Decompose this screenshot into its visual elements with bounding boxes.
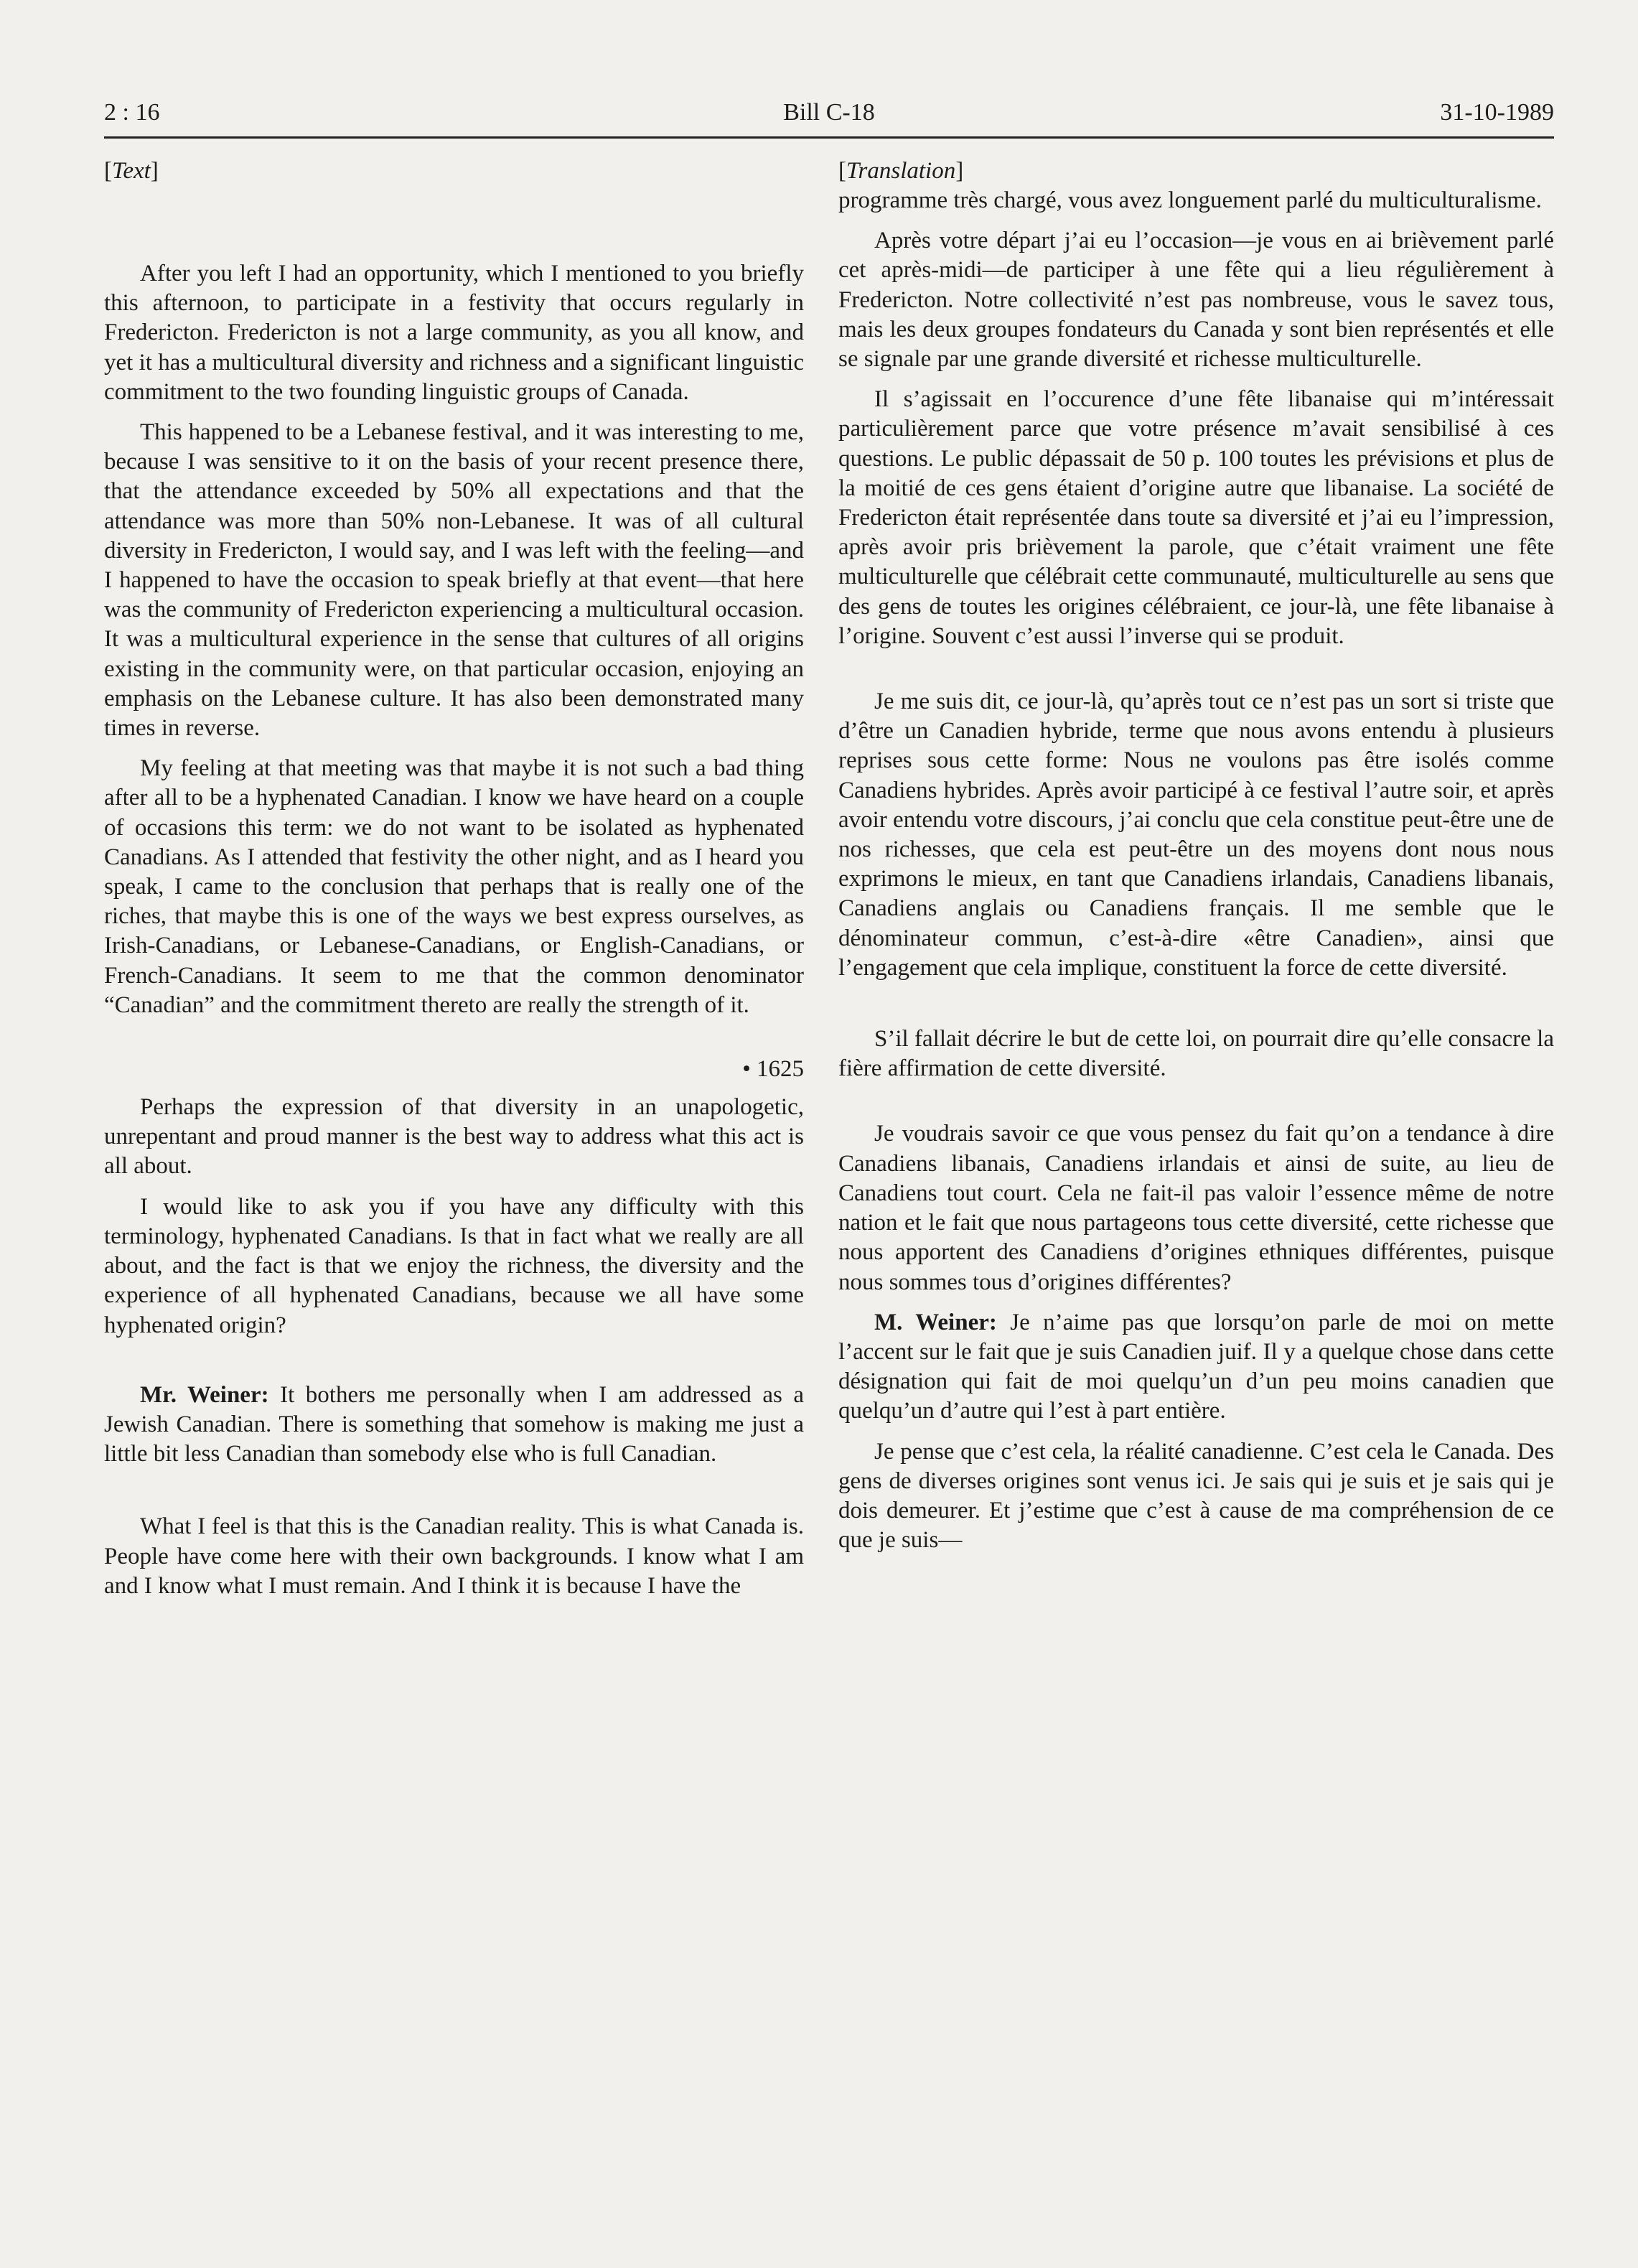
speaker-paragraph: M. Weiner: Je n’aime pas que lorsqu’on parle de moi on mette l’accent sur le fait que je suis Canadien juif. Il y a quelque chose dans cette désignation qui fait de moi quelqu’un d’un peu moins canadien que quelqu’un d’autre qui l’est à part entière.	[838, 1309, 1554, 1424]
paragraph: Je pense que c’est cela, la réalité canadienne. C’est cela le Canada. Des gens de diverses origines sont venus ici. Je sais qui je suis et je sais qui je dois demeurer. Et j’estime que c’est à cause de ma compréhension de ce que je suis—	[838, 1438, 1554, 1554]
translation-tag: [Translation]	[838, 158, 964, 184]
speaker-name: Mr. Weiner:	[140, 1381, 269, 1408]
text-tag: [Text]	[104, 158, 159, 184]
english-column	[104, 158, 804, 1601]
paragraph: What I feel is that this is the Canadian reality. This is what Canada is. People have come here with their own backgrounds. I know what I am and I know what I must remain. And I think it is because I have the	[104, 1513, 804, 1599]
page-header	[104, 99, 1554, 135]
paragraph: After you left I had an opportunity, which I mentioned to you briefly this afternoon, to participate in a festivity that occurs regularly in Fredericton. Fredericton is not a large community, as you all know, and yet it has a multicultural diversity and richness and a significant linguistic commitment to the two founding linguistic groups of Canada.	[104, 261, 804, 405]
paragraph: Je me suis dit, ce jour-là, qu’après tout ce n’est pas un sort si triste que d’être un Canadien hybride, terme que nous avons entendu à plusieurs reprises sous cette forme: Nous ne voulons pas être isolés comme Canadiens hybrides. Après avoir participé à ce festival l’autre soir, et après avoir entendu votre discours, j’ai conclu que cela constitue peut-être une de nos richesses, que cela est peut-être un des moyens dont nous nous exprimons le mieux, en tant que Canadiens irlandais, Canadiens libanais, Canadiens anglais ou Canadiens français. Il me semble que le dénominateur commun, c’est-à-dire «être Canadien», ainsi que l’engagement que cela implique, constituent la force de cette diversité.	[838, 689, 1554, 981]
paragraph: My feeling at that meeting was that maybe it is not such a bad thing after all to be a hyphenated Canadian. I know we have heard on a couple of occasions this term: we do not want to be isolated as hyphenated Canadians. As I attended that festivity the other night, and as I heard you speak, I came to the conclusion that perhaps that is really one of the riches, that maybe this is one of the ways we best express ourselves, as Irish-Canadians, or Lebanese-Canadians, or English-Canadians, or French-Canadians. It seem to me that the common denominator “Canadian” and the commitment thereto are really the strength of it.	[104, 755, 804, 1018]
paragraph: Perhaps the expression of that diversity in an unapologetic, unrepentant and proud manner is the best way to address what this act is all about.	[104, 1094, 804, 1180]
paragraph: programme très chargé, vous avez longuement parlé du multiculturalisme.	[838, 187, 1542, 213]
french-column	[838, 158, 1554, 1555]
paragraph: I would like to ask you if you have any difficulty with this terminology, hyphenated Canadians. Is that in fact what we really are all about, and the fact is that we enjoy the richness, the diversity and the experience of all hyphenated Canadians, because we all have some hyphenated origin?	[104, 1193, 804, 1338]
paragraph: Il s’agissait en l’occurence d’une fête libanaise qui m’intéressait particulièrement parce que votre présence m’avait sensibilisé à ces questions. Le public dépassait de 50 p. 100 toutes les prévisions et plus de la moitié de ces gens étaient d’origine autre que libanaise. La société de Fredericton était représentée dans toute sa diversité et j’ai eu l’impression, après avoir pris brièvement la parole, que c’était vraiment une fête multiculturelle que célébrait cette communauté, multiculturelle au sens que des gens de toutes les origines célébraient, ce jour-là, une fête libanaise à l’origine. Souvent c’est aussi l’inverse qui se produit.	[838, 386, 1554, 649]
paragraph: S’il fallait décrire le but de cette loi, on pourrait dire qu’elle consacre la fière affirmation de cette diversité.	[838, 1026, 1554, 1082]
paragraph: Je voudrais savoir ce que vous pensez du fait qu’on a tendance à dire Canadiens libanais, Canadiens irlandais et ainsi de suite, au lieu de Canadiens tout court. Cela ne fait-il pas valoir l’essence même de notre nation et le fait que nous partageons tous cette diversité, cette richesse que nous apportent des Canadiens d’origines ethniques différentes, puisque nous sommes tous d’origines différentes?	[838, 1121, 1554, 1295]
speaker-paragraph: Mr. Weiner: It bothers me personally when I am addressed as a Jewish Canadian. There is something that somehow is making me just a little bit less Canadian than somebody else who is full Canadian.	[104, 1381, 804, 1467]
speaker-name: M. Weiner:	[874, 1309, 997, 1335]
bill-title: Bill C-18	[783, 99, 875, 126]
header-rule	[104, 136, 1554, 139]
header-date: 31-10-1989	[1440, 99, 1554, 126]
page-number: 2 : 16	[104, 99, 160, 126]
paragraph: Après votre départ j’ai eu l’occasion—je vous en ai brièvement parlé cet après-midi—de participer à une fête qui a lieu régulièrement à Fredericton. Notre collectivité n’est pas nombreuse, vous le savez tous, mais les deux groupes fondateurs du Canada y sont bien représentés et elle se signale par une grande diversité et richesse multiculturelle.	[838, 228, 1554, 373]
paragraph: This happened to be a Lebanese festival, and it was interesting to me, because I was sensitive to it on the basis of your recent presence there, that the attendance exceeded by 50% all expectations and that the attendance was more than 50% non-Lebanese. It was of all cultural diversity in Fredericton, I would say, and I was left with the feeling—and I happened to have the occasion to speak briefly at that event—that here was the community of Fredericton experiencing a multicultural occasion. It was a multicultural experience in the sense that cultures of all origins existing in the community were, on that particular occasion, enjoying an emphasis on the Lebanese culture. It has also been demonstrated many times in reverse.	[104, 419, 804, 742]
timestamp-marker: • 1625	[742, 1056, 804, 1083]
